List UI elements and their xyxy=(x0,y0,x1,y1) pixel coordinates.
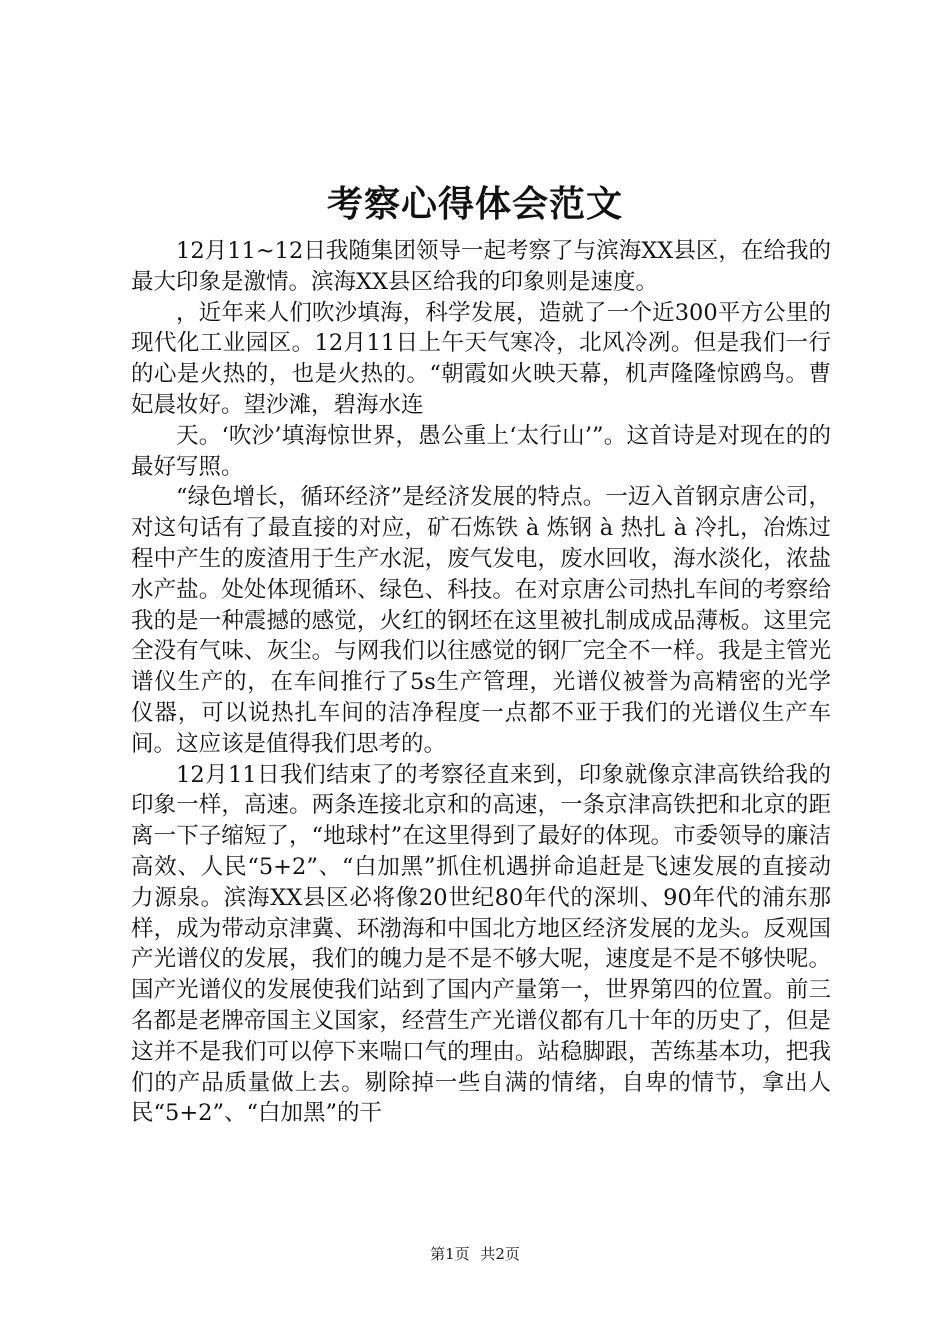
page-footer xyxy=(0,1244,950,1264)
page-number: 第1页 xyxy=(430,1245,470,1263)
paragraph: ，近年来人们吹沙填海，科学发展，造就了一个近300平方公里的现代化工业园区。12月11日上午天气寒冷，北风冷冽。但是我们一行的心是火热的，也是火热的。“朝霞如火映天幕，机声隆隆惊鸥鸟。曹妃晨妆好。望沙滩，碧海水连 xyxy=(131,299,831,418)
page-count: 共2页 xyxy=(480,1245,520,1263)
document-body xyxy=(131,236,831,1129)
paragraph: 天。‘吹沙’填海惊世界，愚公重上‘太行山’”。这首诗是对现在的的最好写照。 xyxy=(131,422,831,480)
document-title: 考察心得体会范文 xyxy=(326,184,623,225)
paragraph: 12月11~12日我随集团领导一起考察了与滨海XX县区，在给我的最大印象是激情。滨海XX县区给我的印象则是速度。 xyxy=(131,238,831,295)
paragraph: 12月11日我们结束了的考察径直来到，印象就像京津高铁给我的印象一样，高速。两条连接北京和的高速，一条京津高铁把和北京的距离一下子缩短了，“地球村”在这里得到了最好的体现。市委领导的廉洁高效、人民“5+2”、“白加黑”抓住机遇拼命追赶是飞速发展的直接动力源泉。滨海XX县区必将像20世纪80年代的深圳、90年代的浦东那样，成为带动京津冀、环渤海和中国北方地区经济发展的龙头。反观国产光谱仪的发展，我们的魄力是不是不够大呢，速度是不是不够快呢。国产光谱仪的发展使我们站到了国内产量第一，世界第四的位置。前三名都是老牌帝国主义国家，经营生产光谱仪都有几十年的历史了，但是这并不是我们可以停下来喘口气的理由。站稳脚跟，苦练基本功，把我们的产品质量做上去。剔除掉一些自满的情绪，自卑的情节，拿出人民“5+2”、“白加黑”的干 xyxy=(131,761,831,1127)
paragraph: “绿色增长，循环经济”是经济发展的特点。一迈入首钢京唐公司，对这句话有了最直接的对应，矿石炼铁 à 炼钢 à 热扎 à 冷扎，冶炼过程中产生的废渣用于生产水泥，废气发电，废水回收，海水淡化，浓盐水产盐。处处体现循环、绿色、科技。在对京唐公司热扎车间的考察给我的是一种震撼的感觉，火红的钢坯在这里被扎制成成品薄板。这里完全没有气味、灰尘。与网我们以往感觉的钢厂完全不一样。我是主管光谱仪生产的，在车间推行了5s生产管理，光谱仪被誉为高精密的光学仪器，可以说热扎车间的洁净程度一点都不亚于我们的光谱仪生产车间。这应该是值得我们思考的。 xyxy=(131,484,831,757)
